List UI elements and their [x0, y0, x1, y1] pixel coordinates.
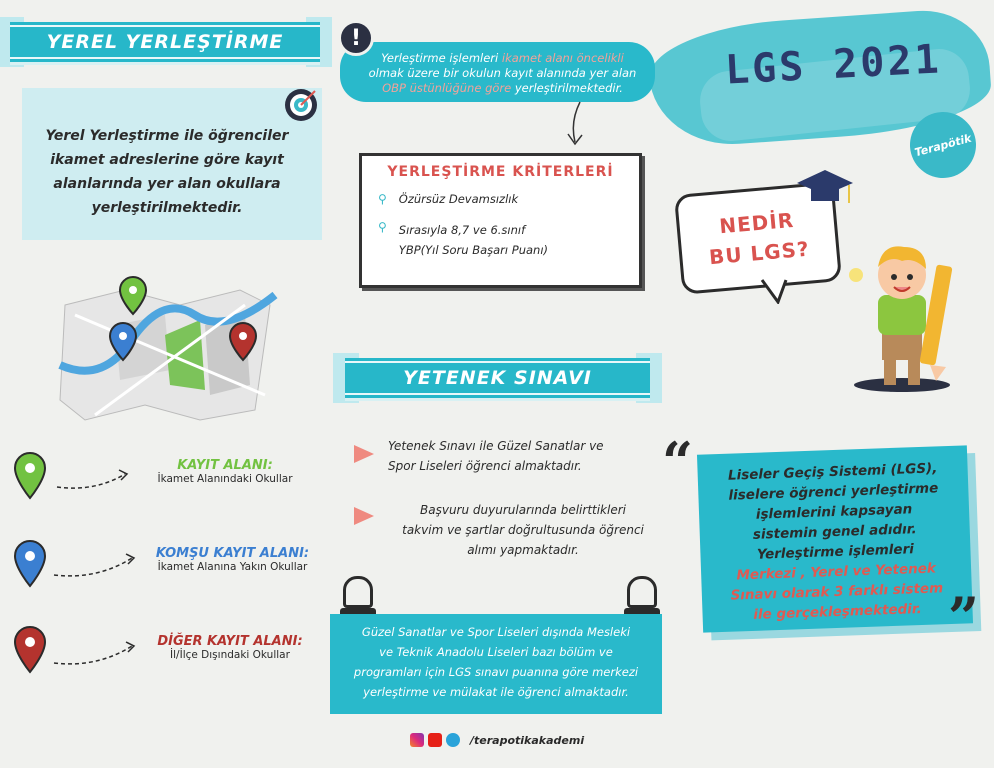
summary-line1: Liseler Geçiş Sistemi (LGS),: [727, 460, 938, 484]
criteria-item-1: Özürsüz Devamsızlık: [398, 192, 519, 206]
summary-line5: Yerleştirme işlemleri: [756, 541, 915, 563]
youtube-icon[interactable]: [428, 733, 442, 747]
map-illustration: [55, 275, 280, 425]
red-pin-icon: [12, 624, 48, 676]
triangle-bullet-icon: [354, 445, 374, 463]
info-text: Yerel Yerleştirme ile öğrenciler ikamet adreslerine göre kayıt alanlarında yer alan okullara yerleştirilmektedir.: [45, 128, 289, 216]
close-quote: ”: [948, 585, 980, 649]
dashed-arrow-icon: [52, 638, 142, 668]
yetenek-title: YETENEK SINAVI: [403, 367, 592, 389]
bubble-tail: [760, 278, 790, 304]
speech-line-1: NEDİR: [718, 207, 796, 239]
dashed-arrow-icon: [52, 550, 142, 580]
yetenek-bullet-2: [388, 500, 658, 560]
bottom-note-line3: programları için LGS sınavı puanına göre merkezi: [353, 665, 639, 679]
criteria-item-2-line2: YBP(Yıl Soru Başarı Puanı): [398, 243, 549, 257]
open-quote: “: [662, 430, 694, 494]
bottom-note-line2: ve Teknik Anadolu Liseleri bazı bölüm ve: [379, 645, 613, 659]
komsu-sub: İkamet Alanına Yakın Okullar: [157, 561, 308, 573]
triangle-bullet-icon: [354, 507, 374, 525]
kayit-sub: İkamet Alanındaki Okullar: [157, 473, 293, 485]
bottom-note-line4: yerleştirme ve mülakat ile öğrenci almaktadır.: [363, 685, 629, 699]
yerel-ribbon: [10, 22, 320, 62]
bottom-note: [330, 614, 662, 714]
telegram-icon[interactable]: [446, 733, 460, 747]
alert-highlight-2: OBP üstünlüğüne göre: [382, 81, 512, 95]
yetenek-ribbon: [345, 358, 650, 398]
criteria-item-2: [399, 220, 548, 260]
diger-title: DİĞER KAYIT ALANI:: [157, 634, 303, 649]
yetenek-bullet-1: [388, 436, 658, 476]
social-handle[interactable]: /terapotikakademi: [470, 733, 585, 747]
criteria-item-2-line1: Sırasıyla 8,7 ve 6.sınıf: [398, 223, 526, 237]
search-icon: ⚲: [378, 220, 387, 234]
alert-text-1: Yerleştirme işlemleri: [381, 51, 502, 65]
instagram-icon[interactable]: [410, 733, 424, 747]
criteria-item: [378, 192, 623, 206]
alert-highlight-1: ikamet alanı öncelikli: [501, 51, 624, 65]
green-pin-icon: [12, 450, 48, 502]
yetenek-bullet-2-line2: takvim ve şartlar doğrultusunda öğrenci: [402, 523, 644, 537]
kayit-area: [140, 458, 310, 485]
komsu-area: [140, 546, 325, 573]
yetenek-bullet-1-line2: Spor Liseleri öğrenci almaktadır.: [388, 459, 582, 473]
alert-icon: !: [338, 20, 374, 56]
summary-box: [697, 445, 973, 632]
speech-line-2: BU LGS?: [708, 236, 811, 270]
dashed-arrow-icon: [55, 462, 135, 492]
lgs-title: LGS 2021: [723, 36, 943, 94]
yerel-title: YEREL YERLEŞTİRME: [46, 31, 284, 53]
alert-bubble: [340, 42, 655, 102]
summary-line4: sistemin genel adıdır.: [752, 521, 917, 543]
alert-text-2: olmak üzere bir okulun kayıt alanında yer alan: [368, 66, 637, 80]
criteria-title: YERLEŞTİRME KRİTERLERİ: [387, 164, 614, 180]
diger-area: [135, 634, 325, 661]
graduation-cap-icon: [795, 165, 855, 215]
summary-line3: işlemlerini kapsayan: [755, 501, 913, 523]
yetenek-bullet-2-line3: alımı yapmaktadır.: [467, 543, 579, 557]
summary-red-line3: ile gerçekleşmektedir.: [753, 601, 923, 623]
kayit-title: KAYIT ALANI:: [177, 458, 273, 473]
criteria-item: [378, 220, 623, 260]
search-icon: ⚲: [378, 192, 387, 206]
target-icon: [283, 87, 319, 123]
down-arrow-icon: [560, 100, 590, 150]
alert-text-3: yerleştirilmektedir.: [511, 81, 623, 95]
brand-badge: Terapötik: [903, 105, 984, 186]
social-footer: [410, 733, 584, 747]
blue-pin-icon: [12, 538, 48, 590]
bottom-note-line1: Güzel Sanatlar ve Spor Liseleri dışında Mesleki: [361, 625, 631, 639]
summary-red-line1: Merkezi , Yerel ve Yetenek: [736, 560, 937, 584]
yetenek-bullet-1-line1: Yetenek Sınavı ile Güzel Sanatlar ve: [388, 439, 604, 453]
boy-character: [842, 235, 972, 395]
criteria-box: [359, 153, 642, 288]
summary-line2: liselere öğrenci yerleştirme: [728, 480, 939, 504]
yetenek-bullet-2-line1: Başvuru duyurularında belirttikleri: [420, 503, 626, 517]
diger-sub: İl/İlçe Dışındaki Okullar: [170, 649, 290, 661]
summary-red-line2: Sınavı olarak 3 farklı sistem: [730, 580, 944, 604]
komsu-title: KOMŞU KAYIT ALANI:: [155, 546, 310, 561]
